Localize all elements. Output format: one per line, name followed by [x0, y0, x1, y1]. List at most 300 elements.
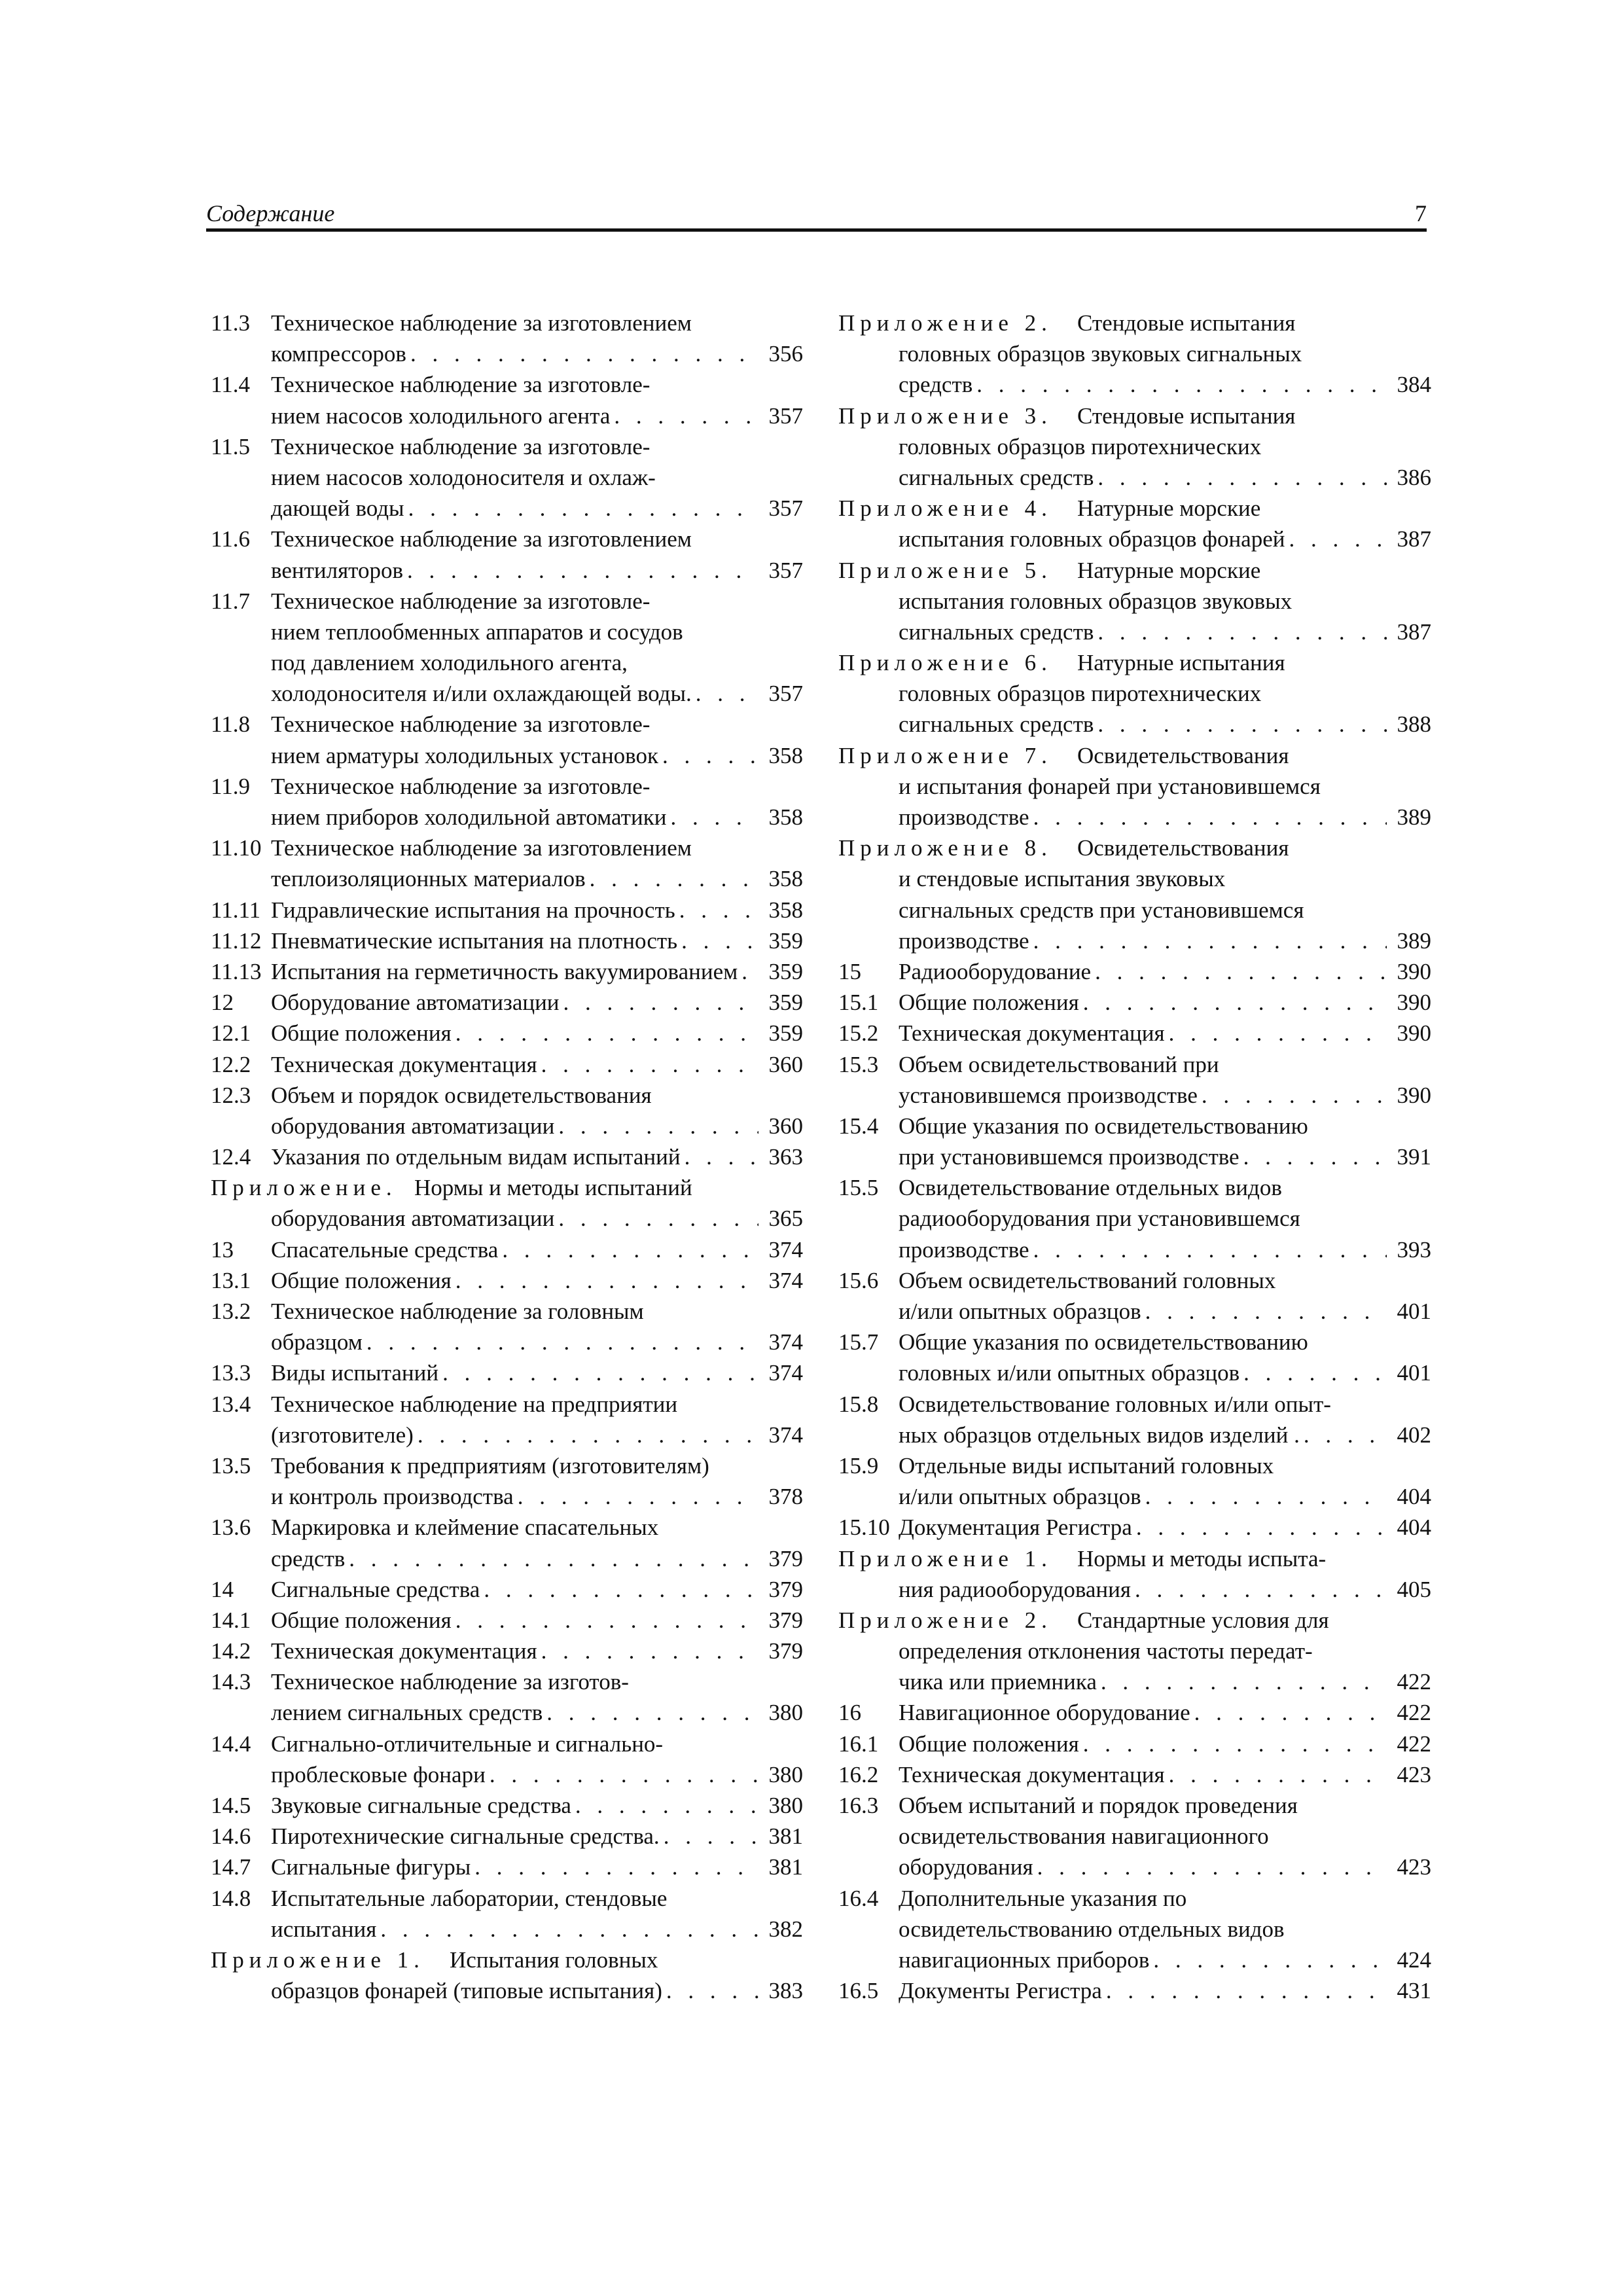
toc-entry[interactable] — [211, 1234, 803, 1265]
toc-line — [838, 617, 1431, 647]
appendix-label: Приложение 2. — [838, 1607, 1052, 1633]
entry-page-number: 359 — [768, 990, 803, 1016]
entry-title-line: Общие положения — [271, 1020, 452, 1047]
entry-page-number: 431 — [1397, 1978, 1431, 2004]
leader-dots — [452, 1605, 758, 1636]
entry-title-line: оборудования автоматизации — [271, 1113, 555, 1139]
toc-line — [211, 771, 803, 802]
entry-title-line: Пневматические испытания на плотность — [271, 927, 678, 954]
toc-entry[interactable] — [211, 1049, 803, 1080]
entry-title-line: Общие положения — [899, 1731, 1079, 1757]
leader-dots — [571, 1790, 758, 1821]
toc-line — [838, 1512, 1431, 1543]
toc-line — [211, 709, 803, 740]
leader-dots — [738, 956, 758, 987]
toc-entry[interactable] — [211, 1605, 803, 1636]
toc-entry[interactable] — [211, 1821, 803, 1852]
appendix-label: Приложение 1. — [838, 1545, 1052, 1571]
toc-entry[interactable] — [838, 555, 1431, 648]
toc-line — [211, 493, 803, 524]
toc-line — [211, 1234, 803, 1265]
toc-line — [838, 401, 1431, 431]
entry-text — [271, 1450, 803, 1481]
section-number: 14 — [211, 1576, 234, 1602]
entry-text — [271, 1697, 803, 1728]
section-number: 14.5 — [211, 1793, 251, 1818]
toc-entry[interactable] — [838, 1389, 1431, 1450]
entry-text — [899, 863, 1431, 894]
toc-entry[interactable] — [211, 1450, 803, 1512]
toc-line — [838, 1481, 1431, 1512]
entry-title-line: Натурные морские — [1077, 495, 1261, 522]
entry-text — [271, 1018, 803, 1049]
toc-entry[interactable] — [838, 833, 1431, 956]
entry-title-line: Общие положения — [271, 1607, 452, 1633]
entry-page-number: 381 — [768, 1854, 803, 1880]
toc-entry[interactable] — [211, 1389, 803, 1450]
entry-text — [899, 1636, 1431, 1666]
toc-line — [838, 1605, 1431, 1636]
entry-text — [271, 1234, 803, 1265]
leader-dots — [560, 987, 758, 1018]
entry-title-line: и стендовые испытания звуковых — [899, 866, 1226, 892]
entry-text — [899, 338, 1431, 369]
entry-page-number: 422 — [1397, 1700, 1431, 1726]
toc-line — [211, 1543, 803, 1574]
toc-column-right — [838, 308, 1431, 2006]
toc-entry[interactable] — [838, 1450, 1431, 1512]
appendix-label: Приложение. — [211, 1175, 397, 1201]
leader-dots — [537, 1636, 758, 1666]
leader-dots — [662, 1975, 758, 2006]
toc-line — [211, 617, 803, 647]
entry-title-line: Нормы и методы испытаний — [414, 1175, 692, 1201]
entry-text — [899, 1852, 1431, 1882]
entry-text — [899, 1327, 1431, 1357]
toc-entry[interactable] — [838, 1327, 1431, 1388]
toc-entry[interactable] — [838, 987, 1431, 1018]
entry-page-number: 380 — [768, 1700, 803, 1726]
entry-page-number: 390 — [1397, 1082, 1431, 1108]
section-number: 16.3 — [838, 1793, 879, 1818]
entry-page-number: 379 — [768, 1607, 803, 1633]
toc-line — [838, 1141, 1431, 1172]
entry-title-line: вентиляторов — [271, 557, 404, 583]
toc-line — [211, 678, 803, 709]
section-number: 13.5 — [211, 1452, 251, 1479]
toc-line — [211, 1172, 803, 1203]
toc-line — [211, 1945, 803, 1975]
section-number: 11.8 — [211, 711, 250, 738]
entry-page-number: 390 — [1397, 990, 1431, 1016]
toc-entry[interactable] — [211, 1574, 803, 1605]
entry-title-line: оборудования — [899, 1854, 1033, 1880]
entry-text — [271, 1265, 803, 1296]
entry-title-line: головных образцов звуковых сигнальных — [899, 341, 1302, 367]
entry-title-line: Виды испытаний — [271, 1360, 439, 1386]
toc-line — [211, 555, 803, 586]
toc-entry[interactable] — [838, 1512, 1431, 1543]
entry-title-line: производстве — [899, 927, 1029, 954]
leader-dots — [1102, 1975, 1387, 2006]
toc-entry[interactable] — [211, 524, 803, 585]
toc-line — [211, 1697, 803, 1728]
entry-text — [899, 1697, 1431, 1728]
entry-title-line: Общие указания по освидетельствованию — [899, 1113, 1308, 1139]
toc-entry[interactable] — [211, 1265, 803, 1296]
leader-dots — [1131, 1574, 1387, 1605]
leader-dots — [1165, 1759, 1387, 1790]
entry-title-line: сигнальных средств — [899, 711, 1094, 738]
leader-dots — [1079, 1729, 1387, 1759]
toc-entry[interactable] — [211, 431, 803, 524]
entry-page-number: 359 — [768, 1020, 803, 1047]
entry-page-number: 389 — [1397, 927, 1431, 954]
toc-line — [211, 1914, 803, 1945]
entry-title-line: Навигационное оборудование — [899, 1700, 1190, 1726]
entry-text — [899, 369, 1431, 400]
entry-text — [271, 987, 803, 1018]
toc-line — [211, 833, 803, 863]
toc-entry[interactable] — [838, 647, 1431, 740]
toc-line — [838, 462, 1431, 493]
entry-text — [271, 493, 803, 524]
entry-title-line: Сигнальные средства — [271, 1576, 480, 1602]
toc-entry[interactable] — [211, 925, 803, 956]
toc-line — [211, 1605, 803, 1636]
toc-line — [838, 1049, 1431, 1080]
toc-entry[interactable] — [211, 1666, 803, 1728]
toc-line — [211, 895, 803, 925]
entry-title-line: Отдельные виды испытаний головных — [899, 1452, 1274, 1479]
entry-title-line: Техническое наблюдение за изготовлением — [271, 310, 692, 336]
entry-page-number: 390 — [1397, 958, 1431, 984]
entry-text — [899, 1790, 1431, 1821]
entry-title-line: Освидетельствования — [1077, 742, 1289, 768]
toc-entry[interactable] — [838, 740, 1431, 833]
toc-line — [838, 925, 1431, 956]
entry-text — [1077, 833, 1431, 863]
toc-entry[interactable] — [838, 1605, 1431, 1698]
leader-dots — [1165, 1018, 1387, 1049]
toc-entry[interactable] — [211, 771, 803, 833]
toc-entry[interactable] — [838, 1018, 1431, 1049]
toc-line — [211, 1141, 803, 1172]
entry-title-line: сигнальных средств — [899, 619, 1094, 645]
entry-title-line: Техническое наблюдение за изготов- — [271, 1669, 629, 1695]
entry-title-line: Документация Регистра — [899, 1515, 1132, 1541]
entry-page-number: 359 — [768, 927, 803, 954]
entry-text — [271, 1729, 803, 1759]
toc-line — [211, 1883, 803, 1914]
page-number: 7 — [1415, 200, 1427, 226]
entry-page-number: 388 — [1397, 711, 1431, 738]
leader-dots — [1091, 956, 1387, 987]
section-number: 13.4 — [211, 1391, 251, 1417]
toc-entry[interactable] — [838, 1729, 1431, 1759]
entry-title-line: Оборудование автоматизации — [271, 990, 560, 1016]
toc-entry[interactable] — [211, 1296, 803, 1357]
toc-line — [838, 338, 1431, 369]
toc-entry[interactable] — [211, 1141, 803, 1172]
entry-title-line: Нормы и методы испыта- — [1077, 1545, 1327, 1571]
section-number: 13 — [211, 1236, 234, 1263]
entry-text — [899, 1420, 1431, 1450]
toc-entry[interactable] — [838, 1790, 1431, 1883]
toc-entry[interactable] — [211, 1729, 803, 1790]
section-number: 14.1 — [211, 1607, 251, 1633]
entry-text — [899, 1666, 1431, 1697]
entry-text — [271, 925, 803, 956]
section-number: 14.3 — [211, 1669, 251, 1695]
toc-entry[interactable] — [838, 1759, 1431, 1790]
entry-page-number: 378 — [768, 1484, 803, 1510]
toc-entry[interactable] — [211, 369, 803, 431]
entry-title-line: Дополнительные указания по — [899, 1885, 1187, 1911]
toc-line — [838, 493, 1431, 524]
leader-dots — [345, 1543, 758, 1574]
entry-text — [271, 1852, 803, 1882]
entry-title-line: Сигнальные фигуры — [271, 1854, 471, 1880]
entry-title-line: Техническая документация — [899, 1020, 1165, 1047]
entry-text — [899, 1512, 1431, 1543]
leader-dots — [666, 802, 758, 833]
toc-line — [838, 555, 1431, 586]
entry-text — [271, 1790, 803, 1821]
entry-title-line: ния радиооборудования — [899, 1576, 1131, 1602]
entry-page-number: 379 — [768, 1545, 803, 1571]
entry-text — [899, 1357, 1431, 1388]
section-number: 11.9 — [211, 773, 250, 799]
entry-text — [271, 863, 803, 894]
entry-page-number: 424 — [1397, 1946, 1431, 1973]
toc-line — [838, 802, 1431, 833]
leader-dots — [1132, 1512, 1387, 1543]
entry-text — [271, 308, 803, 338]
entry-title-line: Техническая документация — [899, 1761, 1165, 1787]
entry-text — [1077, 308, 1431, 338]
section-number: 14.7 — [211, 1854, 251, 1880]
entry-title-line: Техническое наблюдение за изготовле- — [271, 711, 651, 738]
section-number: 16.4 — [838, 1885, 879, 1911]
toc-line — [211, 1450, 803, 1481]
toc-entry[interactable] — [211, 1852, 803, 1882]
toc-line — [211, 1080, 803, 1111]
entry-title-line: Звуковые сигнальные средства — [271, 1793, 571, 1818]
toc-line — [838, 863, 1431, 894]
section-number: 11.7 — [211, 588, 250, 614]
toc-entry[interactable] — [838, 1172, 1431, 1265]
entry-page-number: 380 — [768, 1793, 803, 1818]
toc-line — [211, 1420, 803, 1450]
entry-text — [271, 1543, 803, 1574]
toc-line — [838, 956, 1431, 987]
entry-page-number: 405 — [1397, 1576, 1431, 1602]
toc-line — [211, 1852, 803, 1882]
entry-page-number: 381 — [768, 1823, 803, 1850]
entry-title-line: сигнальных средств при установившемся — [899, 897, 1304, 923]
toc-line — [838, 1574, 1431, 1605]
entry-page-number: 390 — [1397, 1020, 1431, 1047]
toc-line — [838, 1203, 1431, 1234]
entry-text — [899, 1450, 1431, 1481]
entry-title-line: (изготовителе) — [271, 1422, 414, 1448]
section-number: 13.3 — [211, 1360, 251, 1386]
appendix-label: Приложение 4. — [838, 495, 1052, 522]
entry-title-line: средств — [899, 372, 973, 398]
section-number: 12 — [211, 990, 234, 1016]
toc-line — [838, 647, 1431, 678]
section-number: 12.1 — [211, 1020, 251, 1047]
entry-title-line: освидетельствования навигационного — [899, 1823, 1269, 1850]
entry-title-line: Спасательные средства — [271, 1236, 499, 1263]
toc-entry[interactable] — [211, 956, 803, 987]
leader-dots — [675, 895, 758, 925]
leader-dots — [1198, 1080, 1387, 1111]
toc-entry[interactable] — [211, 1172, 803, 1234]
toc-entry[interactable] — [838, 493, 1431, 554]
entry-title-line: Освидетельствование головных и/или опыт- — [899, 1391, 1331, 1417]
toc-entry[interactable] — [211, 1790, 803, 1821]
entry-title-line: Техническая документация — [271, 1638, 537, 1664]
header-rule — [206, 228, 1427, 232]
entry-title-line: Сигнально-отличительные и сигнально- — [271, 1731, 664, 1757]
section-number: 15.2 — [838, 1020, 879, 1047]
entry-text — [899, 1729, 1431, 1759]
entry-text — [899, 1296, 1431, 1327]
toc-line — [211, 1111, 803, 1141]
entry-text — [271, 401, 803, 431]
entry-title-line: установившемся производстве — [899, 1082, 1198, 1108]
toc-line — [838, 1636, 1431, 1666]
entry-title-line: Объем освидетельствований головных — [899, 1267, 1276, 1293]
toc-entry[interactable] — [211, 1080, 803, 1141]
entry-title-line: Документы Регистра — [899, 1978, 1102, 2004]
entry-page-number: 387 — [1397, 526, 1431, 552]
entry-text — [271, 462, 803, 493]
toc-line — [211, 524, 803, 554]
toc-line — [211, 308, 803, 338]
entry-page-number: 365 — [768, 1206, 803, 1232]
entry-text — [271, 1636, 803, 1666]
leader-dots — [554, 1203, 758, 1234]
toc-entry[interactable] — [838, 1049, 1431, 1111]
entry-title-line: чика или приемника — [899, 1669, 1097, 1695]
entry-text — [271, 833, 803, 863]
toc-entry[interactable] — [838, 1265, 1431, 1327]
section-number: 15.9 — [838, 1452, 879, 1479]
entry-text — [271, 338, 803, 369]
entry-text — [899, 956, 1431, 987]
section-number: 13.2 — [211, 1299, 251, 1324]
entry-title-line: Стендовые испытания — [1077, 310, 1296, 336]
toc-line — [838, 308, 1431, 338]
toc-line — [838, 1697, 1431, 1728]
toc-entry[interactable] — [211, 895, 803, 925]
toc-line — [211, 1821, 803, 1852]
entry-title-line: средств — [271, 1545, 346, 1571]
entry-text — [271, 1481, 803, 1512]
toc-line — [838, 895, 1431, 925]
toc-line — [211, 802, 803, 833]
entry-page-number: 386 — [1397, 464, 1431, 490]
toc-entry[interactable] — [838, 1883, 1431, 1976]
entry-page-number: 391 — [1397, 1144, 1431, 1170]
leader-dots — [403, 555, 758, 586]
toc-entry[interactable] — [838, 956, 1431, 987]
toc-line — [211, 863, 803, 894]
toc-entry[interactable] — [211, 1018, 803, 1049]
entry-title-line: определения отклонения частоты передат- — [899, 1638, 1313, 1664]
toc-entry[interactable] — [211, 1636, 803, 1666]
toc-entry[interactable] — [838, 308, 1431, 401]
toc-entry[interactable] — [211, 1512, 803, 1573]
toc-entry[interactable] — [211, 1883, 803, 1945]
toc-line — [211, 1666, 803, 1697]
toc-entry[interactable] — [211, 709, 803, 770]
entry-title-line: Техническое наблюдение за изготовле- — [271, 773, 651, 799]
toc-line — [838, 369, 1431, 400]
entry-page-number: 387 — [1397, 619, 1431, 645]
entry-title-line: головных образцов пиротехнических — [899, 681, 1262, 707]
entry-title-line: Объем и порядок освидетельствования — [271, 1082, 652, 1108]
entry-page-number: 357 — [768, 557, 803, 583]
entry-text — [271, 1975, 803, 2006]
leader-dots — [543, 1697, 758, 1728]
toc-entry[interactable] — [211, 1357, 803, 1388]
toc-entry[interactable] — [211, 308, 803, 369]
entry-text — [899, 1883, 1431, 1914]
toc-line — [211, 1975, 803, 2006]
toc-line — [211, 1049, 803, 1080]
entry-title-line: Освидетельствование отдельных видов — [899, 1175, 1282, 1201]
entry-title-line: освидетельствованию отдельных видов — [899, 1916, 1285, 1942]
entry-title-line: компрессоров — [271, 341, 406, 367]
entry-text — [899, 1080, 1431, 1111]
entry-title-line: образцом — [271, 1329, 363, 1355]
toc-entry[interactable] — [838, 1975, 1431, 2006]
toc-line — [838, 1883, 1431, 1914]
entry-title-line: головных и/или опытных образцов — [899, 1360, 1240, 1386]
toc-line — [211, 401, 803, 431]
entry-text — [899, 586, 1431, 617]
toc-entry[interactable] — [838, 1697, 1431, 1728]
section-number: 12.4 — [211, 1144, 251, 1170]
entry-text — [899, 1018, 1431, 1049]
entry-text — [1077, 1543, 1431, 1574]
entry-text — [271, 1357, 803, 1388]
entry-title-line: испытания — [271, 1916, 377, 1942]
toc-entry[interactable] — [211, 1945, 803, 2006]
entry-text — [271, 431, 803, 462]
toc-entry[interactable] — [211, 586, 803, 709]
entry-page-number: 358 — [768, 804, 803, 830]
toc-entry[interactable] — [838, 1111, 1431, 1172]
toc-line — [211, 647, 803, 678]
toc-line — [838, 1666, 1431, 1697]
entry-page-number: 357 — [768, 403, 803, 429]
toc-entry[interactable] — [838, 1543, 1431, 1605]
leader-dots — [376, 1914, 758, 1945]
toc-entry[interactable] — [838, 401, 1431, 493]
toc-entry[interactable] — [211, 987, 803, 1018]
entry-page-number: 379 — [768, 1576, 803, 1602]
toc-entry[interactable] — [211, 833, 803, 894]
leader-dots — [1029, 925, 1387, 956]
toc-line — [211, 586, 803, 617]
section-number: 11.4 — [211, 372, 250, 398]
entry-page-number: 422 — [1397, 1669, 1431, 1695]
